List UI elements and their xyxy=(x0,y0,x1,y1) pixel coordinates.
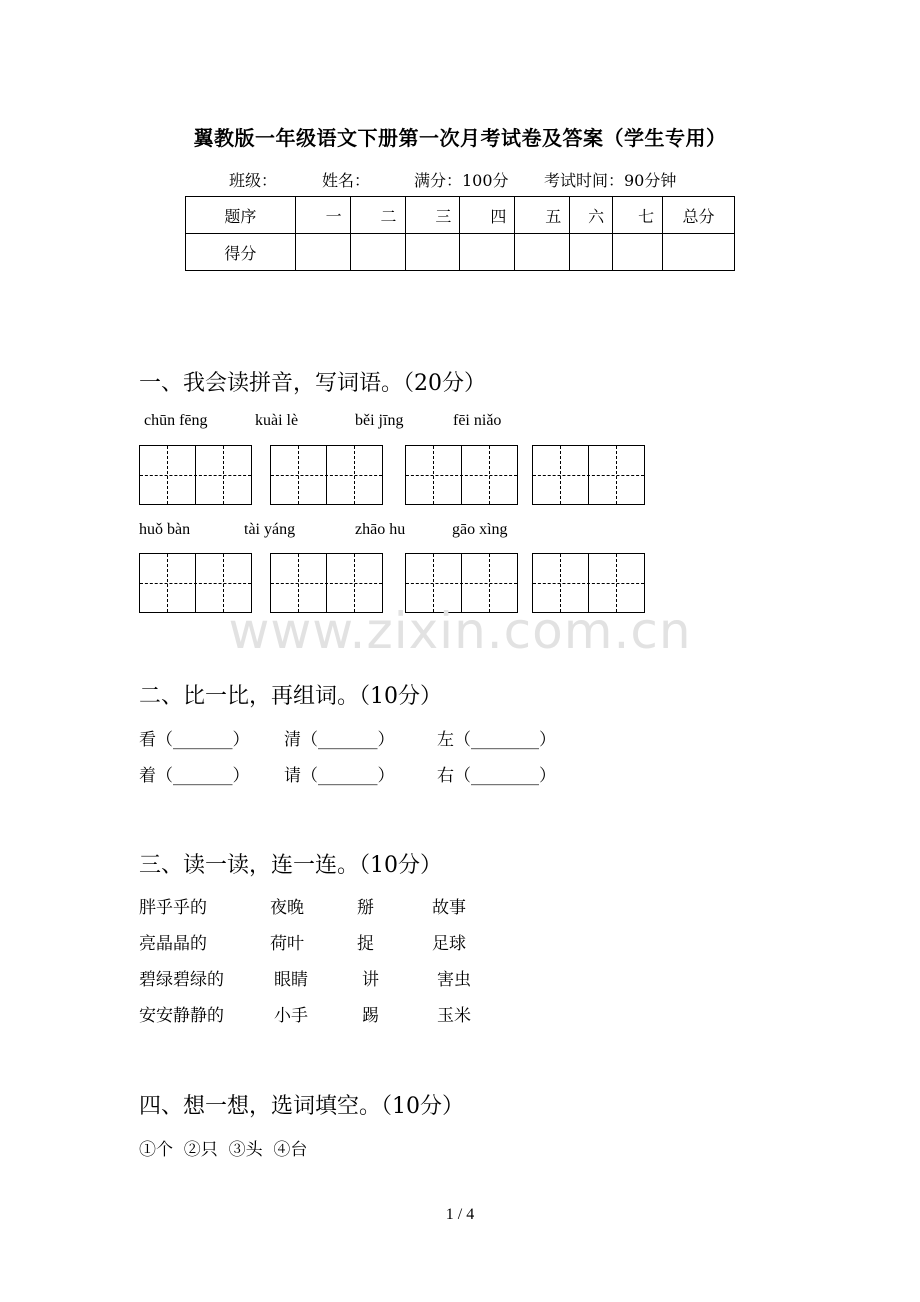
score-table-header-cell: 四 xyxy=(460,197,515,234)
score-cell[interactable] xyxy=(613,234,663,271)
section2-heading: 二、比一比，再组词。（10分） xyxy=(139,684,442,709)
score-table-header-cell: 题序 xyxy=(186,197,296,234)
score-cell[interactable] xyxy=(405,234,460,271)
score-table-header-cell: 五 xyxy=(515,197,570,234)
compare-word-blank[interactable]: 清（_______） xyxy=(284,730,395,750)
score-cell[interactable] xyxy=(570,234,613,271)
match-item: 讲 xyxy=(362,970,379,990)
score-cell[interactable] xyxy=(350,234,405,271)
match-item: 踢 xyxy=(362,1006,379,1026)
match-item: 胖乎乎的 xyxy=(139,898,207,918)
compare-word-blank[interactable]: 请（_______） xyxy=(284,766,395,786)
score-table-score-row xyxy=(186,234,735,271)
match-item: 害虫 xyxy=(437,970,471,990)
score-table-header-cell: 总分 xyxy=(663,197,735,234)
score-cell[interactable] xyxy=(515,234,570,271)
section1-heading: 一、我会读拼音，写词语。（20分） xyxy=(139,371,486,396)
match-item: 碧绿碧绿的 xyxy=(139,970,224,990)
match-item: 亮晶晶的 xyxy=(139,934,207,954)
match-item: 掰 xyxy=(357,898,374,918)
score-table-header-cell: 六 xyxy=(570,197,613,234)
compare-word-blank[interactable]: 右（________） xyxy=(437,766,556,786)
exam-time-label: 考试时间：90分钟 xyxy=(544,171,677,190)
score-table-header-row xyxy=(186,197,735,234)
score-cell[interactable] xyxy=(295,234,350,271)
writing-grid[interactable] xyxy=(139,445,252,505)
score-table-header-cell: 七 xyxy=(613,197,663,234)
score-table-row-label: 得分 xyxy=(186,234,296,271)
page-number: 1 / 4 xyxy=(445,1206,475,1223)
match-item: 故事 xyxy=(432,898,466,918)
match-item: 荷叶 xyxy=(270,934,304,954)
section3-heading: 三、读一读，连一连。（10分） xyxy=(139,853,442,878)
pinyin-label: kuài lè xyxy=(255,412,299,429)
pinyin-label: gāo xìng xyxy=(452,521,508,538)
watermark: www.zixin.com.cn xyxy=(228,602,692,660)
match-item: 足球 xyxy=(432,934,466,954)
pinyin-label: huǒ bàn xyxy=(139,521,191,538)
full-score-label: 满分：100分 xyxy=(414,171,509,190)
score-table xyxy=(185,196,735,271)
score-cell[interactable] xyxy=(663,234,735,271)
writing-grid[interactable] xyxy=(405,445,518,505)
pinyin-label: chūn fēng xyxy=(144,412,208,429)
class-label: 班级： xyxy=(229,171,278,190)
score-table-header-cell: 二 xyxy=(350,197,405,234)
writing-grid[interactable] xyxy=(532,445,645,505)
name-label: 姓名： xyxy=(322,171,371,190)
match-item: 夜晚 xyxy=(270,898,304,918)
pinyin-label: tài yáng xyxy=(244,521,296,538)
match-item: 玉米 xyxy=(437,1006,471,1026)
pinyin-label: fēi niǎo xyxy=(453,412,502,429)
score-table-header-cell: 三 xyxy=(405,197,460,234)
match-item: 捉 xyxy=(357,934,374,954)
page-title: 翼教版一年级语文下册第一次月考试卷及答案（学生专用） xyxy=(193,126,727,150)
compare-word-blank[interactable]: 着（_______） xyxy=(139,766,250,786)
measure-word-options: ①个 ②只 ③头 ④台 xyxy=(139,1140,308,1160)
writing-grid[interactable] xyxy=(270,445,383,505)
pinyin-label: zhāo hu xyxy=(355,521,406,538)
match-item: 眼睛 xyxy=(274,970,308,990)
score-cell[interactable] xyxy=(460,234,515,271)
match-item: 安安静静的 xyxy=(139,1006,224,1026)
score-table-header-cell: 一 xyxy=(295,197,350,234)
compare-word-blank[interactable]: 左（________） xyxy=(437,730,556,750)
match-item: 小手 xyxy=(274,1006,308,1026)
pinyin-label: běi jīng xyxy=(355,412,404,429)
section4-heading: 四、想一想，选词填空。（10分） xyxy=(139,1094,464,1119)
compare-word-blank[interactable]: 看（_______） xyxy=(139,730,250,750)
